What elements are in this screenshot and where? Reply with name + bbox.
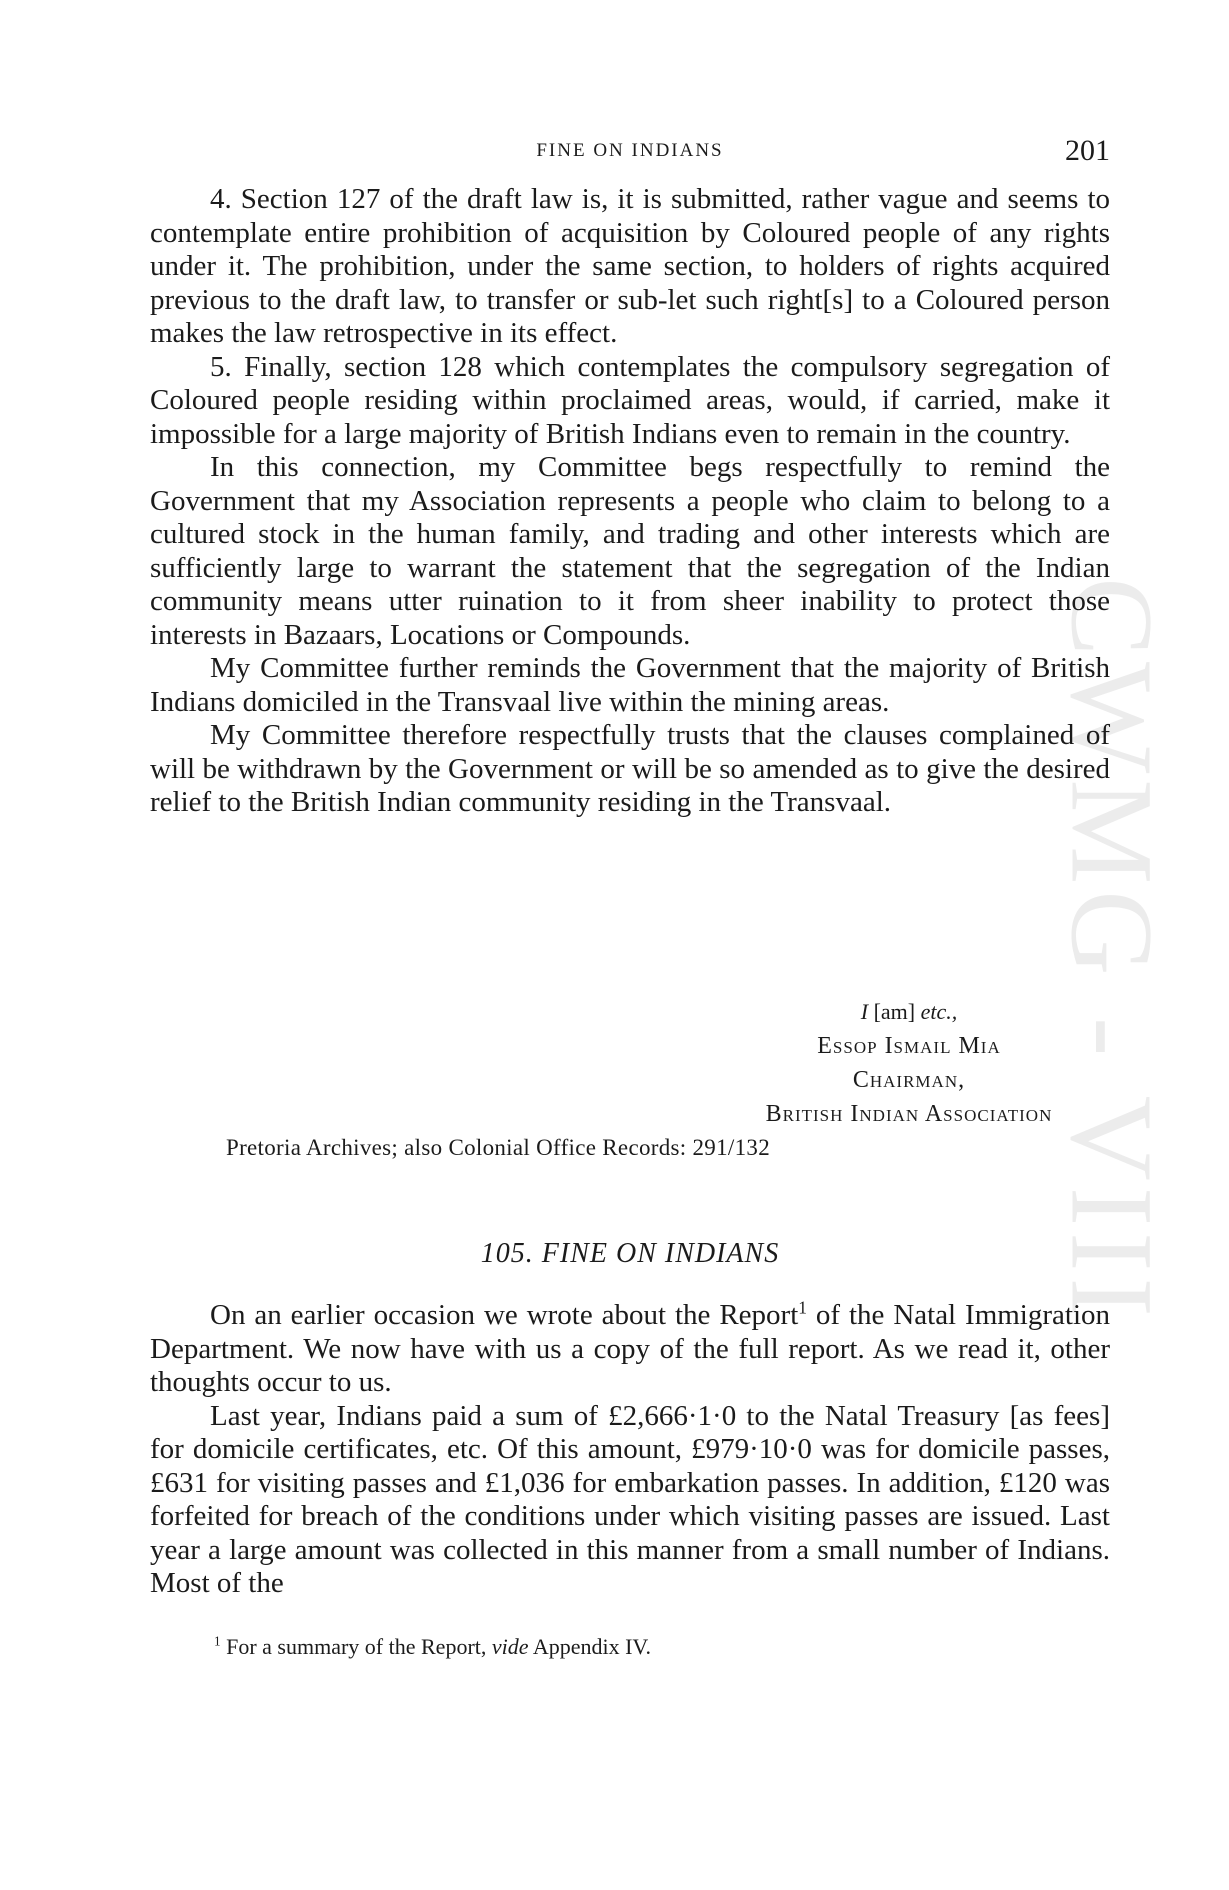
- closing-i: I: [860, 999, 869, 1024]
- running-title: FINE ON INDIANS: [536, 140, 724, 161]
- signatory-name: Essop Ismail Mia: [817, 1033, 1001, 1059]
- article-body: [150, 1299, 1110, 1601]
- footnote: [214, 1634, 651, 1660]
- letter-body: [150, 183, 1110, 820]
- footnote-text-before: For a summary of the Report,: [226, 1634, 492, 1659]
- article-p1-before: On an earlier occasion we wrote about the Report: [210, 1299, 799, 1331]
- article-heading: 105. FINE ON INDIANS: [480, 1238, 780, 1269]
- footnote-mark: 1: [214, 1633, 221, 1649]
- paragraph-section-128: 5. Finally, section 128 which contemplates the compulsory segregation of Coloured people residing within proclaimed areas, would, if carried, make it impossible for a large majority of British Indians even to remain in the country.: [150, 350, 1110, 450]
- footnote-text-after: Appendix IV.: [528, 1634, 651, 1659]
- page-number: 201: [1065, 134, 1110, 167]
- closing-etc: etc.,: [920, 999, 958, 1024]
- paragraph-section-127: 4. Section 127 of the draft law is, it is submitted, rather vague and seems to contemplate entire prohibition of acquisition by Coloured people of any rights under it. The prohibition, under the same section, to holders of rights acquired previous to the draft law, to transfer or sub-let such right[s] to a Coloured person makes the law retrospective in its effect.: [150, 183, 1110, 349]
- article-paragraph-2: Last year, Indians paid a sum of £2,666·1·0 to the Natal Treasury [as fees] for domicile certificates, etc. Of this amount, £979·10·0 was for domicile passes, £631 for visiting passes and £1,036 for embarkation passes. In addition, £120 was forfeited for breach of the conditions under which visiting passes are issued. Last year a large amount was collected in this manner from a small number of Indians. Most of the: [150, 1399, 1110, 1599]
- running-head: [150, 134, 1110, 174]
- source-citation: Pretoria Archives; also Colonial Office Records: 291/132: [226, 1135, 770, 1160]
- closing-line: [700, 995, 1118, 1029]
- footnote-vide: vide: [491, 1634, 529, 1659]
- footnote-reference: 1: [798, 1297, 807, 1318]
- article-paragraph-1: [150, 1299, 1110, 1400]
- article-p1-after: of the Natal Immigration Department. We now have with us a copy of the full report. As we read it, other thoughts occur to us.: [150, 1299, 1111, 1398]
- closing-am: [am]: [873, 999, 916, 1024]
- watermark-text: CWMG - VIII: [1047, 577, 1179, 1323]
- signatory-title: Chairman,: [852, 1067, 966, 1093]
- paragraph-relief-request: My Committee therefore respectfully trusts that the clauses complained of will be withdrawn by the Government or will be so amended as to give the desired relief to the British Indian community residing in the Transvaal.: [150, 719, 1110, 818]
- signature-block: [700, 995, 1118, 1131]
- paragraph-cultured-stock: In this connection, my Committee begs respectfully to remind the Government that my Association represents a people who claim to belong to a cultured stock in the human family, and trading and other interests which are sufficiently large to warrant the statement that the segregation of the Indian community means utter ruination to it from sheer inability to protect those interests in Bazaars, Locations or Compounds.: [150, 451, 1110, 651]
- organisation-name: British Indian Association: [765, 1101, 1053, 1127]
- paragraph-mining-areas: My Committee further reminds the Government that the majority of British Indians domiciled in the Transvaal live within the mining areas.: [150, 652, 1110, 718]
